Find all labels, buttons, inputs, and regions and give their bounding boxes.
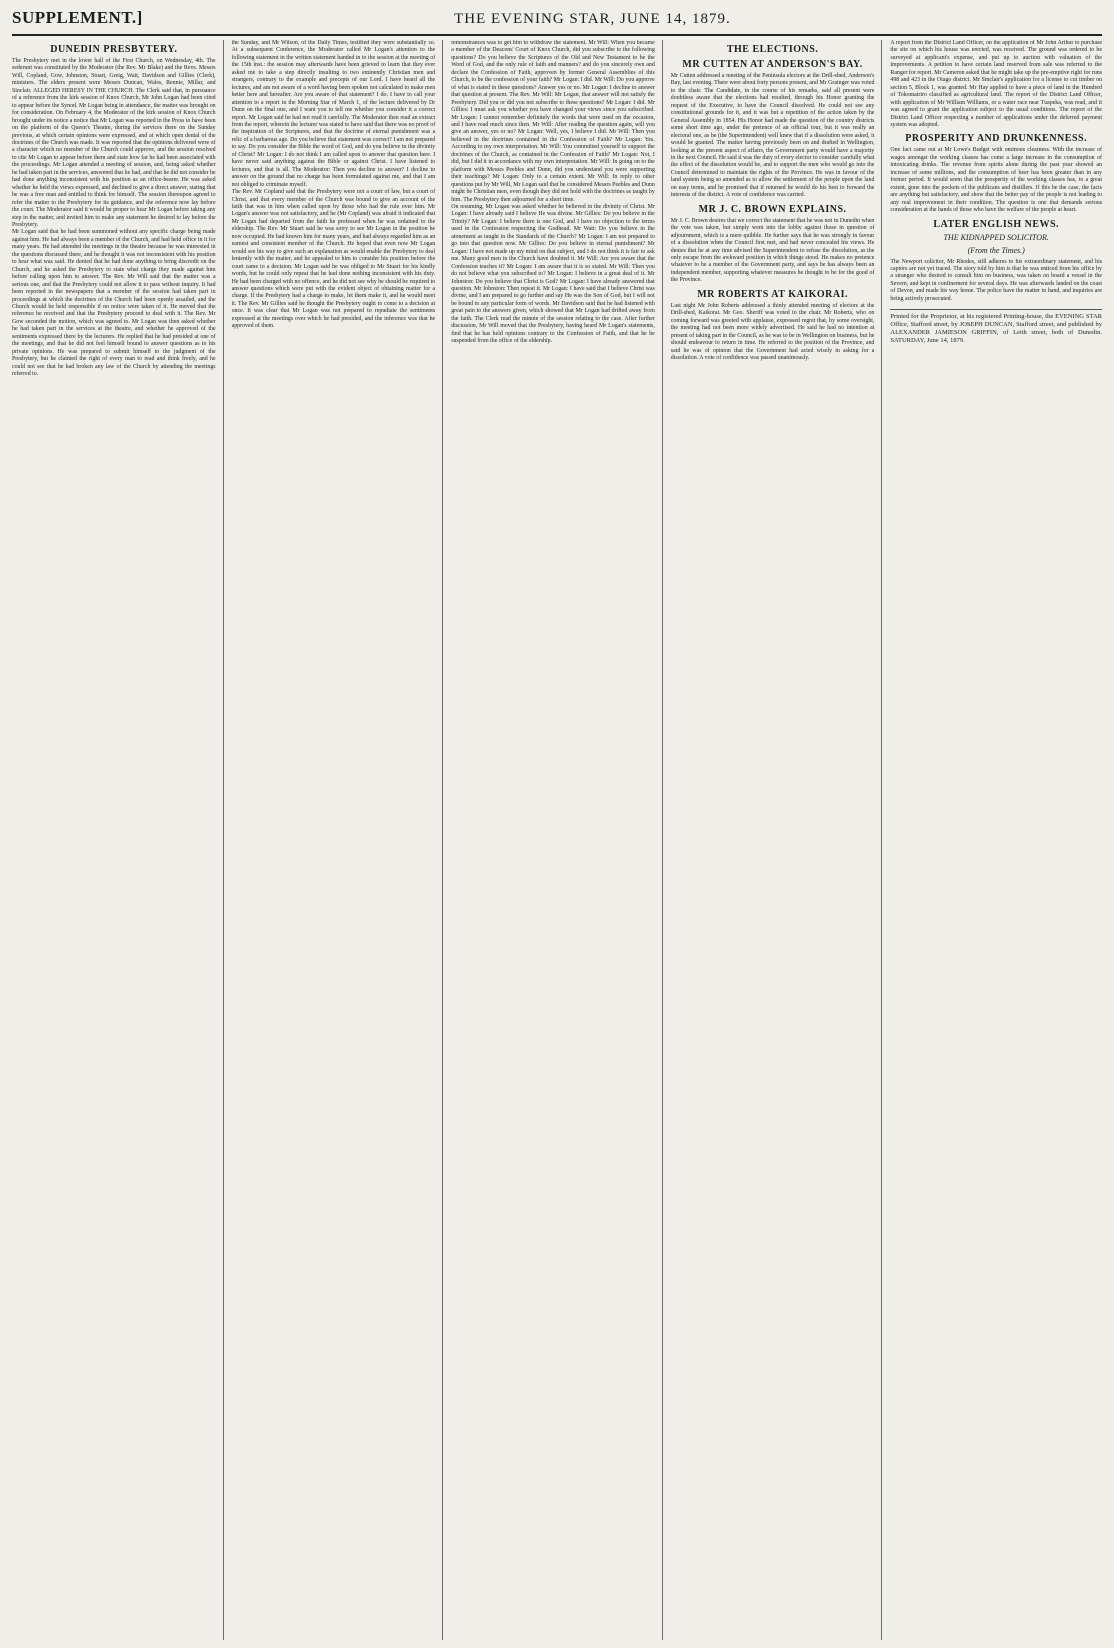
section-heading: DUNEDIN PRESBYTERY. — [50, 44, 178, 55]
masthead — [12, 8, 1102, 36]
section-heading: MR CUTTEN AT ANDERSON'S BAY. — [682, 59, 863, 70]
article-text: The Rev. Mr Copland said that the Presbytery were not a court of law, but a court of Christ, and that every member of the Church was bound to give an account of the faith that was in him when called upon by those who had the rule over him. Mr Logan's answer was not satisfactory, and he (Mr Copland) was afraid it indicated that Mr Logan had departed from the faith he professed when he was ordained to the eldership. The Rev. Mr Stuart said he was sorry to see Mr Logan in the position he now occupied. He had known him for many years, and had always regarded him as an earnest and consistent member of the Church. He hoped that even now Mr Logan would see his way to give such an explanation as would enable the Presbytery to deal leniently with the matter, and he appealed to him to consider his position before the court came to a decision. Mr Logan said he was obliged to Mr Stuart for his kindly words, but he could only repeat that he had done nothing inconsistent with his duty. He had been charged with no offence, and he did not see why he should be required to answer questions which were put with the evident object of obtaining matter for a charge. If the Presbytery had a charge to make, let them make it, and he would meet it. The Rev. Mr Gillies said he thought the Presbytery ought to come to a decision at once. It was clear that Mr Logan was not prepared to repudiate the sentiments expressed at the meetings over which he had presided, and the inference was that he approved of them. — [231, 189, 436, 330]
article-text: Mr J. C. Brown desires that we correct the statement that he was not in Dunedin when the vote was taken, but simply went into the lobby against those in question of adjournment, which is a mere quibble. He further says that he was strongly in favour of a dissolution when the Council first met, and had never concealed his views. He denies that he at any time advised the Superintendent to refuse the dissolution, as the only escape from the awkward position in which things stood. He makes no pretence whatever to be a member of the Government party, and says he has always been an independent member, supporting whatever measures he thought to be for the good of the Province. — [670, 217, 875, 284]
section-heading: THE ELECTIONS. — [726, 44, 819, 55]
section-heading: PROSPERITY AND DRUNKENNESS. — [905, 133, 1088, 145]
article-text: Last night Mr John Roberts addressed a thinly attended meeting of electors at the Drill-shed, Kaikorai. Mr Geo. Sheriff was voted to the chair. Mr Roberts, who on coming forward was greeted with applause, expressed regret that, by some oversight, the meeting had not been more widely advertised. He said he had no intention at present of taking part in the Council, as he was to be in Wellington on business, but he should endeavour to return in time. He referred to the position of the Province, and said he was of opinion that the Government had acted wisely in asking for a dissolution. A vote of confidence was passed unanimously. — [670, 302, 875, 361]
article-text: the Sunday, and Mr Wilson, of the Daily Times, testified they were substantially so. At a subsequent Conference, the Moderator called Mr Logan's attention to the following statement in the written statement handed in to the session at the meeting of the 15th inst.: the session may afterwards have been grieved to learn that they ever asked me to take a step directly insulting to two eminently Christian men and strangers, contrary to the example and precepts of our Lord. I have heard all the lectures, and am not aware of a word having been spoken not calculated to make men better here and hereafter. Are you aware of that statement? I do. I have to call your attention to a report in the Morning Star of March 1, of the lecture delivered by Dr Dunn on the final one, and I want you to tell me whether you consider it a correct report. Mr Logan said he had not read it carefully. The Moderator then read an extract from the report, wherein the lecturer was stated to have said that there was no proof of the inspiration of the Scriptures, and that the doctrine of eternal punishment was a relic of a barbarous age. Do you believe that statement was correct? I am not prepared to say. Do you consider the Bible the word of God, and do you believe in the divinity of Christ? Mr Logan: I do not think I am called upon to answer that question here. I have never said anything against the Bible or against Christ. I have listened to lectures, and that is all. The Moderator: Then you decline to answer? I decline to answer on the ground that no charge has been formulated against me, and that I am not obliged to criminate myself. — [231, 40, 436, 188]
column-2 — [232, 40, 444, 1640]
columns — [12, 40, 1102, 1640]
article-text: The Presbytery met in the lower hall of the First Church, on Wednesday, 4th. The sederunt was constituted by the Moderator (the Rev. Mr Blake) and the Revs. Messrs Will, Copland, Gow, Johnston, Stuart, Greig, Watt, Davidson and Gillies (Clerk), ministers. The elders present were Messrs Duncan, Wales, Rennie, Millar, and Sinclair. ALLEGED HERESY IN THE CHURCH. The Clerk said that, in pursuance of a reference from the kirk session of Knox Church, Mr John Logan had been cited to appear before the Synod. Mr Logan being in attendance, the matter was brought on for consideration. On February 4, the Moderator of the kirk session of Knox Church brought under its notice a notice that Mr Logan was reported in the Press to have been on the platform of the Queen's Theatre, during the services there on the Sunday previous, at which certain opinions were expressed, and at which open denial of the doctrines of the Church was made. It was reported that the opinions delivered were of a character which no member of the Church could approve, and the session resolved to cite Mr Logan to appear before them and state how far he had been associated with the proceedings. Mr Logan attended a meeting of session, and, being asked whether he had taken part in the services, answered that he had, and that he did not consider he had done anything inconsistent with his position as an office-bearer. He was asked whether he held the views expressed, and declined to give a direct answer, stating that he was a free man and entitled to think for himself. The session thereupon agreed to refer the matter to the Presbytery for its guidance, and the reference now lay before the court. The Moderator said it would be proper to hear Mr Logan before taking any step in the matter, and invited him to make any statement he desired to lay before the Presbytery. — [12, 58, 216, 228]
article-text: The Newport solicitor, Mr Rhodes, still adheres to his extraordinary statement, and his captors are not yet traced. The story told by him is that he was enticed from his office by a stranger who desired to consult him on business, was taken on board a vessel in the Severn, and kept in confinement for several days. He was afterwards landed on the coast of Devon, and made his way home. The police have the matter in hand, and inquiries are being actively prosecuted. — [890, 258, 1102, 302]
article-text: On resuming, Mr Logan was asked whether he believed in the divinity of Christ. Mr Logan: I have already said I believe He was divine. Mr Gillies: Do you believe in the Trinity? Mr Logan: I believe there is one God, and I have no objection to the terms used in the Confession respecting the Godhead. Mr Watt: Do you believe in the atonement as taught in the Standards of the Church? Mr Logan: I am not prepared to go into that question now. Mr Gillies: Do you believe in eternal punishment? Mr Logan: I have not made up my mind on that subject, and I do not think it is fair to ask me. Many good men in the Church have doubted it. Mr Will: Are you aware that the Confession teaches it? Mr Logan: I am aware that it is so stated. Mr Will: Then you do not believe what you subscribed to? Mr Logan: I believe in a great deal of it. Mr Johnston: Do you believe that Christ is God? Mr Logan: I have already answered that question. Mr Johnston: Then repeat it. Mr Logan: I have said that I believe Christ was divine, and I am prepared to go further and say He was the Son of God, but I will not be bound to any particular form of words. Mr Davidson said that he had listened with great pain to the answers given, which showed that Mr Logan had drifted away from the faith. The Clerk read the minute of the session relating to the case. After further discussion, Mr Will moved that the Presbytery, having heard Mr Logan's statements, find that he has held opinions contrary to the Confession of Faith, and that he be suspended from the office of the eldership. — [451, 203, 655, 345]
column-4 — [671, 40, 883, 1640]
paper-title: THE EVENING STAR, JUNE 14, 1879. — [454, 11, 731, 27]
section-heading: LATER ENGLISH NEWS. — [933, 218, 1060, 230]
article-text: Mr Cutten addressed a meeting of the Peninsula electors at the Drill-shed, Anderson's Bay, last evening. There were about forty persons present, and Mr Grainger was voted to the chair. The Candidate, in the course of his remarks, said all present were doubtless aware that the elections had resulted, through his Honor granting the request of the Executive, to have the Council dissolved. He could not see any constitutional grounds for it, and it was but a repetition of the action taken by the General Assembly in 1854. His Honor had made the question of the country districts some short time ago, under the pretence of an official tour, but it was really an electoral one, as he (the Superintendent) well knew that if a dissolution were asked, it would be granted. The matter having previously been on and drafted in Wellington, looking at the present aspect of affairs, the Government party would have a majority in the next Council. He said it was the duty of every elector to consider carefully what the effect of the dissolution would be, and to support the men who would go into the Council determined to maintain the rights of the Province. He was in favour of the land system being so amended as to allow the settlement of the people upon the land on easy terms, and he promised that if returned he would do his best to forward the interests of the district. A vote of confidence was carried. — [670, 73, 875, 199]
supplement-label: SUPPLEMENT.] — [12, 8, 143, 27]
sub-heading: THE KIDNAPPED SOLICITOR. — [943, 232, 1049, 242]
article-text: Mr Logan said that he had been summoned without any specific charge being made against him. He had always been a member of the Church, and had held office in it for many years. He had attended the meetings in the theatre because he was interested in the questions discussed there, and he thought it was not inconsistent with his position to hear what was said. He denied that he had done anything to bring discredit on the Church, and he asked the Presbytery to state what charge they made against him before calling upon him to answer. The Rev. Mr Will said that the matter was a serious one, and that the Presbytery could not allow it to pass without inquiry. It had been reported in the newspapers that a member of the session had taken part in proceedings at which the doctrines of the Church had been openly assailed, and the Church would be held responsible if no notice were taken of it. He moved that the reference be received and that the Presbytery proceed to deal with it. The Rev. Mr Gow seconded the motion, which was agreed to. Mr Logan was then asked whether he had taken part in the services at the theatre, and whether he approved of the sentiments expressed there by the lecturers. He replied that he had presided at one of the meetings, and that he did not feel himself bound to answer questions as to his private opinions. He was prepared to submit himself to the judgment of the Presbytery, but he claimed the right of every man to read and think freely, and he could not see that he had broken any law of the Church by attending the meetings referred to. — [12, 229, 216, 378]
column-5 — [890, 40, 1102, 1640]
printer-imprint: Printed for the Proprietor, at his registered Printing-house, the EVENING STAR Office, Stafford street, by JOSEPH DUNCAN, Stafford street, and published by ALEXANDER JAMIESON GRIFFIN, of Leith street, both of Dunedin. SATURDAY, June 14, 1879. — [890, 309, 1102, 345]
section-heading: MR J. C. BROWN EXPLAINS. — [698, 203, 847, 215]
section-heading: MR ROBERTS AT KAIKORAI. — [697, 288, 848, 300]
column-3 — [451, 40, 663, 1640]
article-text: remonstrances was to get him to withdraw the statement. Mr Will: When you became a member of the Deacons' Court of Knox Church, did you subscribe to the following questions? Do you believe the Scriptures of the Old and New Testament to be the Word of God, and the only rule of faith and manners? and do you sincerely own and declare the Confession of Faith, approven by former General Assemblies of this Church, to be the confession of your faith? Mr Logan: I did. Mr Will: Do you approve of what is stated in these questions? Answer yes or no. Mr Logan: I decline to answer that question at present. The Rev. Mr Will: Mr Logan, that answer will not satisfy the Presbytery. Did you or did you not subscribe to these questions? Mr Logan: I did. Mr Gillies: I must ask you whether you have changed your views since you subscribed. Mr Logan: I cannot remember definitely the words that were used on the occasion, and I have read much since then. Mr Will: After reading the question again, will you give an answer, yes or no? Mr Logan: Well, yes, I believe I did. Mr Will: Then you believed in the doctrines contained in the Confession of Faith? Mr Logan: Yes. According to my own interpretation. Mr Will: You committed yourself to support the doctrines of the Church, as contained in the Confession of Faith? Mr Logan: Not, I did, but I did it in accordance with my own interpretation. Mr Will: In going on to the platform with Messrs Peebles and Dunn, did you understand you were supporting their teachings? Mr Logan: Only to a certain extent. Mr Will: In reply to other questions put by Mr Will, Mr Logan said that he considered Messrs Peebles and Dunn might be Christian men, even though they did not hold with the doctrines as taught by him. The Presbytery then adjourned for a short time. — [451, 40, 655, 203]
sub-heading: (From the Times.) — [967, 245, 1025, 255]
article-text: One fact came out at Mr Lowe's Budget with ominous clearness. With the increase of wages amongst the working classes has come a large increase in the consumption of intoxicating drinks. The revenue from spirits alone during the past year showed an increase of some millions, and the consumption of beer has been greater than in any former period. It would seem that the prosperity of the working classes has, to a great extent, gone into the pockets of the publicans and distillers. If this be the case, the facts are anything but satisfactory, and show that the better pay of the people is not leading to any real improvement in their condition. The question is one that demands serious consideration at the hands of those who have the welfare of the people at heart. — [890, 147, 1102, 214]
article-text: A report from the District Land Officer, on the application of Mr John Arthur to purchase the site on which his house was erected, was received. The ground was ordered to be surveyed at applicant's expense, and put up to auction with valuation of the improvements. A petition to have certain land reserved from sale was referred to the Ranger for report. Mr Cameron asked that he might take up the pre-emptive right for runs 498 and 423 in the Otago district. Mr Sinclair's application for a license to cut timber on section 5, Block 1, was granted. Mr Hay applied to have a piece of land in the Hundred of Tokomairiro classified as agricultural land. The report of the District Land Officer, with application of Mr William Williams, or a water race near Tuapeka, was read, and it was agreed to grant the application subject to the usual conditions. The report of the District Land Officer respecting a number of applications under the deferred payment system was adopted. — [890, 40, 1102, 128]
column-1 — [12, 40, 224, 1640]
